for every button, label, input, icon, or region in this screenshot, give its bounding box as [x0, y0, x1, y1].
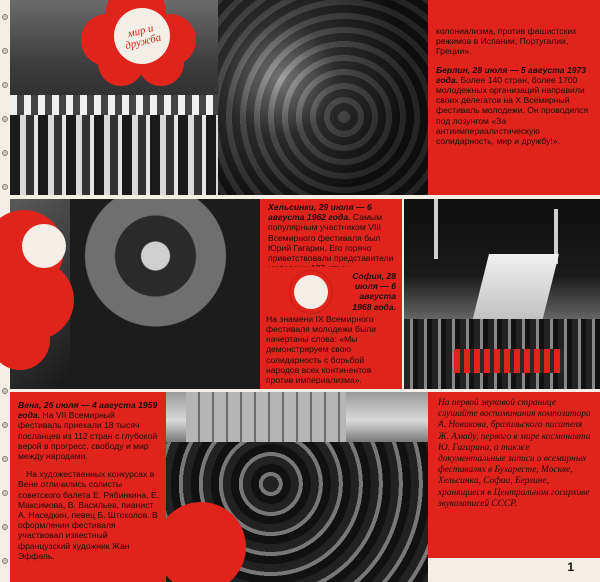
binding-hole	[2, 150, 8, 156]
continued-text: колониализма, против фашистских режимов в Испании, Португалии, Греции».	[436, 26, 577, 57]
binding-hole	[2, 116, 8, 122]
vienna-heading: Вена, 26 июля — 4 августа 1959 года.	[18, 400, 158, 421]
binding-hole	[2, 48, 8, 54]
vienna-body-1: На VII Всемирный фестиваль приехали 18 тысяч посланцев из 112 стран с глубокой верой в прогресс, свободу и мир между народами.	[18, 410, 158, 462]
vienna-panel	[10, 392, 166, 582]
vienna-body-2: На художественных конкурсах в Вене отличились солисты советского балета Е. Рябинкина, Е. Максимова, В. Васильев, пианист А. Наседкин, певец Б. Штоколов. В оформлении фестиваля участвовал известный французский художник Жан Эффель.	[18, 469, 160, 561]
helsinki-heading: Хельсинки, 29 июля — 6 августа 1962 года.	[268, 202, 372, 223]
berlin-panel	[428, 0, 600, 195]
binding-hole	[2, 524, 8, 530]
helsinki-body: Самым популярным участником VIII Всемирного фестиваля был Юрий Гагарин. Его горячо приветствовали представители	[268, 212, 394, 264]
sofia-body: На знамени IX Всемирного фестиваля молодежи были начертаны слова: «Мы демонстрируем свою солидарность с борьбой народов всех континентов против империализма».	[266, 313, 376, 386]
berlin-heading: Берлин, 28 июля — 5 августа 1973 года.	[436, 64, 587, 85]
binding-hole	[2, 490, 8, 496]
binding-hole	[2, 388, 8, 394]
festival-emblem-large	[4, 200, 104, 380]
festival-emblem	[76, 0, 206, 90]
page-number: 1	[567, 560, 574, 574]
crowd-photo-bottom	[166, 392, 428, 582]
stadium-photo	[404, 199, 600, 389]
binding-hole	[2, 456, 8, 462]
sofia-panel	[260, 267, 402, 389]
binding-hole	[2, 82, 8, 88]
audio-note: На первой звуковой странице слушайте воспоминания композитора А. Новикова, бразильского писателя Ж. Амаду, первого в мире космонавта Ю. Гагарина, а также документальные записи о всемирных фестивалях в Бухаресте, Москве, Хельсинки, Софии, Берлине, хранящиеся в Центральном госархиве звукозаписей СССР.	[438, 398, 591, 509]
berlin-body: Более 140 стран, более 1700 молодежных организаций направили своих делегатов на X Всемирный фестиваль молодежи. Он проводился под лозунгом «За антиимпериалистическую солидарность, мир и дружбу!».	[436, 74, 589, 147]
binding-hole	[2, 558, 8, 564]
crowd-photo-top	[218, 0, 428, 195]
emblem-text: мир и дружба	[123, 22, 163, 53]
helsinki-panel	[260, 199, 402, 267]
sofia-heading: София, 28 июля — 6 августа 1968 года.	[352, 271, 396, 312]
binding-hole	[2, 14, 8, 20]
record-circle	[294, 275, 328, 309]
binding-hole	[2, 184, 8, 190]
audio-note-panel	[428, 392, 600, 558]
binding-hole	[2, 422, 8, 428]
